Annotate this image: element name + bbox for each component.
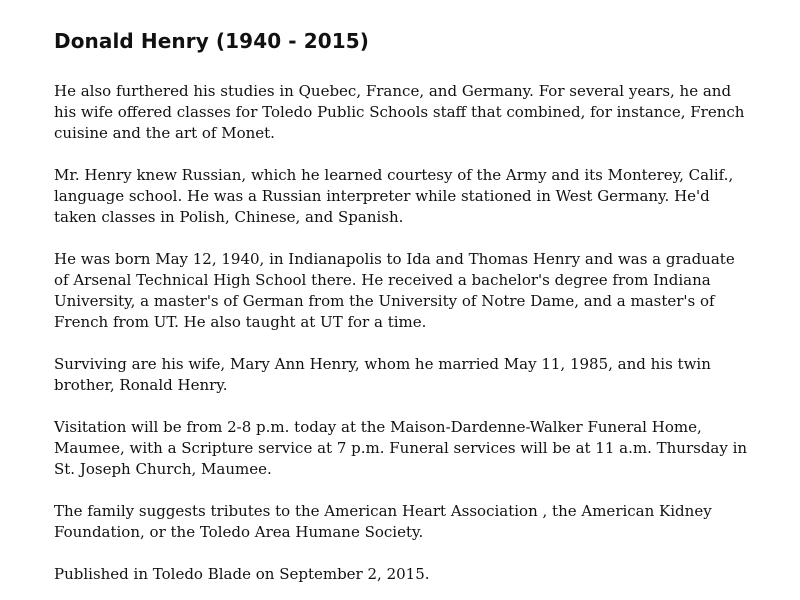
paragraph-publication: Published in Toledo Blade on September 2, 2015. bbox=[54, 565, 430, 583]
paragraph-tributes: The family suggests tributes to the American Heart Association , the American Kidney Foundation, or the Toledo Area Humane Society. bbox=[54, 502, 712, 541]
paragraph-biography: He was born May 12, 1940, in Indianapolis to Ida and Thomas Henry and was a graduate of Arsenal Technical High School there. He received a bachelor's degree from Indiana University, a master's of German from the University of Notre Dame, and a master's of French from UT. He also taught at UT for a time. bbox=[54, 250, 735, 331]
page-title: Donald Henry (1940 - 2015) bbox=[54, 29, 370, 53]
paragraph-studies: He also furthered his studies in Quebec, France, and Germany. For several years, he and his wife offered classes for Toledo Public Schools staff that combined, for instance, French cuisine and the art of Monet. bbox=[54, 82, 745, 142]
paragraph-survivors: Surviving are his wife, Mary Ann Henry, whom he married May 11, 1985, and his twin brother, Ronald Henry. bbox=[54, 355, 711, 394]
paragraph-visitation: Visitation will be from 2-8 p.m. today at the Maison-Dardenne-Walker Funeral Home, Maumee, with a Scripture service at 7 p.m. Funeral services will be at 11 a.m. Thursday in St. Joseph Church, Maumee. bbox=[54, 418, 748, 478]
paragraph-languages: Mr. Henry knew Russian, which he learned courtesy of the Army and its Monterey, Calif., language school. He was a Russian interpreter while stationed in West Germany. He'd taken classes in Polish, Chinese, and Spanish. bbox=[54, 166, 734, 226]
